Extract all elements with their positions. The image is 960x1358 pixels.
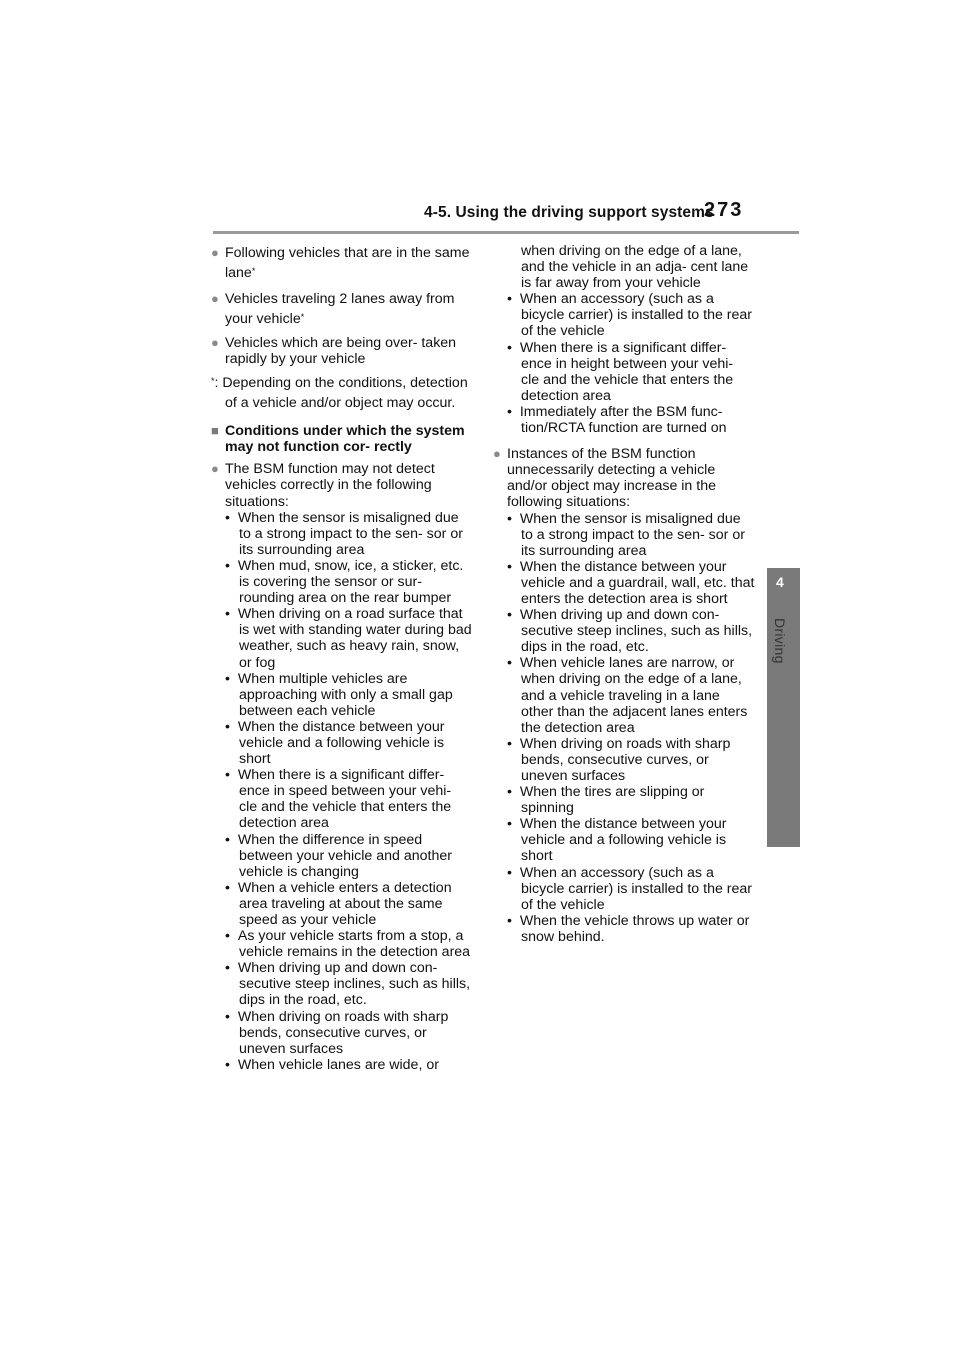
- dash-icon: •: [225, 928, 230, 945]
- situation-text: When vehicle lanes are narrow, or when driving on the edge of a lane, and a vehicle traveling in a lane other than the adjacent lanes enters the detection area: [519, 655, 748, 736]
- left-column: [211, 243, 473, 1073]
- situation-item: [507, 784, 755, 816]
- dash-icon: •: [507, 403, 512, 420]
- dash-icon: •: [225, 960, 230, 977]
- chapter-number: 4: [776, 574, 784, 590]
- chapter-number-box: [767, 568, 800, 847]
- bullet-text: Vehicles which are being over- taken rapidly by your vehicle: [225, 335, 457, 368]
- dash-icon: •: [225, 718, 230, 735]
- situation-text: When driving on roads with sharp bends, consecutive curves, or uneven surfaces: [237, 1008, 449, 1057]
- dash-icon: •: [507, 510, 512, 527]
- bullet-text: Following vehicles that are in the same lane: [225, 245, 470, 281]
- right-column: [493, 243, 755, 945]
- situation-text: When the difference in speed between your vehicle and another vehicle is changing: [237, 831, 452, 880]
- chapter-side-tab: [767, 237, 800, 609]
- situation-item: [507, 340, 755, 404]
- header-section-title: 4-5. Using the driving support systems: [424, 204, 714, 221]
- dash-icon: •: [225, 606, 230, 623]
- bullet-text: Vehicles traveling 2 lanes away from your vehicle: [225, 291, 455, 327]
- situation-item: [225, 719, 473, 767]
- chapter-label: Driving: [772, 618, 788, 664]
- situation-text: When the sensor is misaligned due to a strong impact to the sen- sor or its surrounding area: [519, 510, 745, 559]
- situation-item: [225, 1057, 473, 1073]
- page-number: 273: [704, 199, 744, 221]
- situation-text: When driving on a road surface that is wet with standing water during bad weather, such as heavy rain, snow, or fog: [237, 606, 472, 671]
- dash-icon: •: [507, 912, 512, 929]
- situation-text: When the sensor is misaligned due to a strong impact to the sen- sor or its surrounding area: [237, 509, 463, 558]
- situation-item: [225, 606, 473, 670]
- situation-item: [225, 1009, 473, 1057]
- situation-item: [507, 816, 755, 864]
- dash-icon: •: [507, 735, 512, 752]
- situation-text: Immediately after the BSM func- tion/RCTA function are turned on: [519, 403, 727, 437]
- situation-item: [225, 880, 473, 928]
- situation-text: When mud, snow, ice, a sticker, etc. is covering the sensor or sur- rounding area on the rear bumper: [237, 557, 464, 607]
- dash-icon: •: [225, 509, 230, 526]
- bullet-icon: ●: [211, 245, 219, 260]
- situation-text: When the distance between your vehicle and a following vehicle is short: [237, 718, 445, 768]
- footnote-mark: *: [211, 376, 215, 387]
- section-heading-text: Conditions under which the system may not function cor- rectly: [225, 423, 465, 456]
- bullet-item: [211, 461, 473, 509]
- dash-icon: •: [225, 1056, 230, 1073]
- situation-item: [225, 510, 473, 558]
- bullet-item: [211, 335, 473, 367]
- situation-item: [507, 865, 755, 913]
- dash-icon: •: [507, 655, 512, 672]
- situation-text: When an accessory (such as a bicycle carrier) is installed to the rear of the vehicle: [519, 291, 753, 340]
- situation-item: [225, 558, 473, 606]
- dash-icon: •: [507, 291, 512, 308]
- situation-item: [225, 767, 473, 831]
- bullet-item: [211, 243, 473, 283]
- square-marker-icon: ■: [211, 423, 219, 439]
- situation-item: [225, 671, 473, 719]
- situation-item: [507, 607, 755, 655]
- dash-icon: •: [225, 831, 230, 848]
- situation-item: [507, 404, 755, 436]
- continuation-text: when driving on the edge of a lane, and the vehicle in an adja- cent lane is far away from your vehicle: [521, 243, 749, 292]
- situation-item: [225, 928, 473, 960]
- dash-icon: •: [507, 784, 512, 801]
- situation-item: [507, 291, 755, 339]
- bullet-icon: ●: [211, 291, 219, 306]
- situation-item: [507, 913, 755, 945]
- situation-text: As your vehicle starts from a stop, a vehicle remains in the detection area: [237, 928, 471, 961]
- situation-text: When vehicle lanes are wide, or: [237, 1056, 439, 1073]
- dash-icon: •: [507, 816, 512, 833]
- situation-text: When driving up and down con- secutive steep inclines, such as hills, dips in the road, etc.: [519, 607, 753, 656]
- footnote-mark: *: [251, 266, 256, 276]
- dash-icon: •: [225, 767, 230, 784]
- situation-text: When there is a significant differ- ence in speed between your vehi- cle and the vehicle that enters the detection area: [237, 767, 452, 832]
- bullet-item: [493, 446, 755, 510]
- bullet-icon: ●: [493, 446, 501, 462]
- situation-text: When there is a significant differ- ence in height between your vehi- cle and the vehicle that enters the detection area: [519, 339, 734, 404]
- dash-icon: •: [225, 879, 230, 896]
- situation-item: [507, 511, 755, 559]
- situation-text: When the vehicle throws up water or snow behind.: [519, 912, 750, 945]
- header-divider: [213, 231, 799, 234]
- dash-icon: •: [507, 864, 512, 881]
- situation-text: When the tires are slipping or spinning: [519, 784, 705, 817]
- dash-icon: •: [225, 557, 230, 574]
- dash-icon: •: [507, 339, 512, 356]
- situation-text: When an accessory (such as a bicycle carrier) is installed to the rear of the vehicle: [519, 864, 753, 913]
- dash-icon: •: [507, 607, 512, 624]
- footnote: [211, 373, 473, 413]
- section-heading: [211, 423, 473, 455]
- bullet-item: [211, 289, 473, 329]
- bullet-text: Instances of the BSM function unnecessarily detecting a vehicle and/or object may increase in the following situations:: [507, 446, 716, 511]
- situation-item: [507, 655, 755, 735]
- dash-icon: •: [225, 670, 230, 687]
- situation-text: When driving on roads with sharp bends, consecutive curves, or uneven surfaces: [519, 735, 731, 784]
- footnote-mark: *: [300, 312, 305, 322]
- bullet-icon: ●: [211, 461, 219, 477]
- bullet-text: The BSM function may not detect vehicles correctly in the following situations:: [225, 461, 435, 510]
- situation-item: [507, 559, 755, 607]
- situation-text: When the distance between your vehicle and a following vehicle is short: [519, 816, 727, 865]
- footnote-text: : Depending on the conditions, detection of a vehicle and/or object may occur.: [214, 375, 468, 412]
- bullet-icon: ●: [211, 335, 219, 350]
- dash-icon: •: [507, 558, 512, 575]
- situation-item: [507, 736, 755, 784]
- situation-text: When a vehicle enters a detection area traveling at about the same speed as your vehicle: [237, 879, 452, 928]
- situation-text: When the distance between your vehicle and a guardrail, wall, etc. that enters the detection area is short: [519, 558, 755, 607]
- situation-item: [225, 832, 473, 880]
- situation-item: [225, 960, 473, 1008]
- situation-text: When multiple vehicles are approaching with only a small gap between each vehicle: [237, 670, 453, 719]
- dash-icon: •: [225, 1008, 230, 1025]
- situation-text: When driving up and down con- secutive steep inclines, such as hills, dips in the road, etc.: [237, 960, 471, 1009]
